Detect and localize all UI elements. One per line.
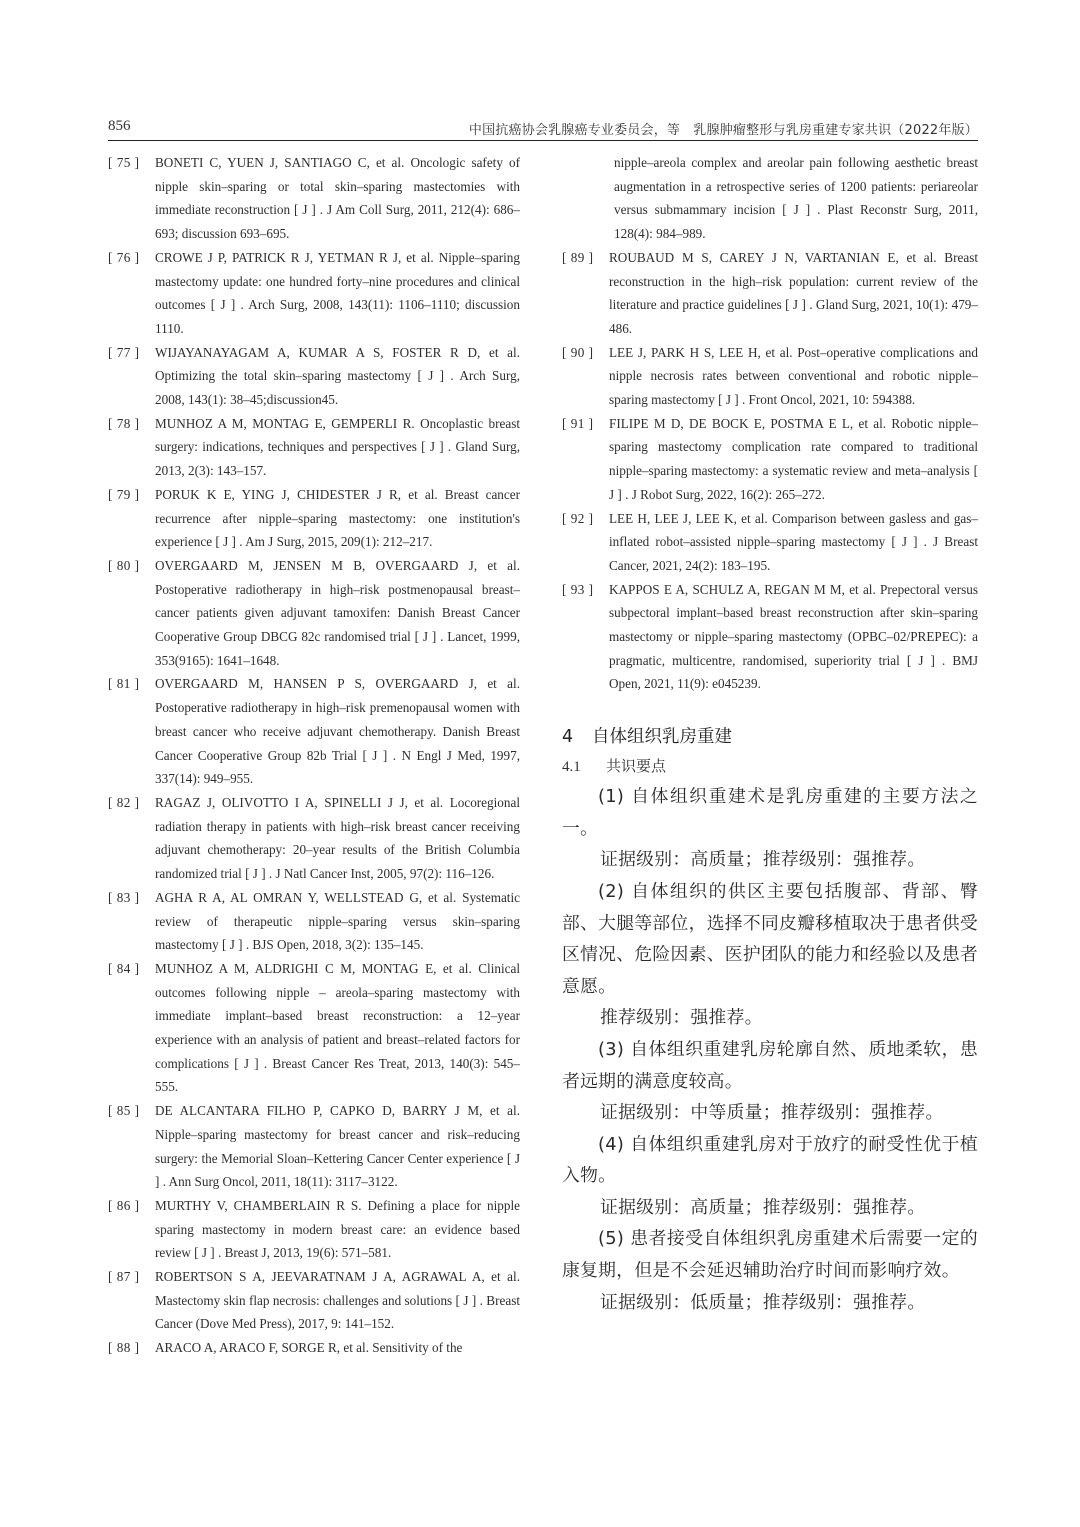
reference-item xyxy=(108,412,520,483)
consensus-point: (3) 自体组织重建乳房轮廓自然、质地柔软，患者远期的满意度较高。 xyxy=(562,1038,978,1092)
reference-item xyxy=(108,341,520,412)
reference-number: [ 83 ] xyxy=(108,889,140,905)
consensus-point: (5) 患者接受自体组织乳房重建术后需要一定的康复期，但是不会延迟辅助治疗时间而影响疗效。 xyxy=(562,1228,978,1282)
consensus-point: (2) 自体组织的供区主要包括腹部、背部、臀部、大腿等部位，选择不同皮瓣移植取决于患者供受区情况、危险因素、医护团队的能力和经验以及患者意愿。 xyxy=(562,880,978,997)
reference-text: PORUK K E, YING J, CHIDESTER J R, et al. Breast cancer recurrence after nipple–sparing mastectomy: one institution's experience [ J ] . Am J Surg, 2015, 209(1): 212–217. xyxy=(155,486,520,550)
reference-number: [ 93 ] xyxy=(562,581,594,597)
reference-item xyxy=(562,341,978,412)
reference-text: OVERGAARD M, JENSEN M B, OVERGAARD J, et al. Postoperative radiotherapy in high–risk postmenopausal breast–cancer patients given adjuvant tamoxifen: Danish Breast Cancer Cooperative Group DBCG 82c randomised trial [ J ] . Lancet, 1999, 353(9165): 1641–1648. xyxy=(155,557,520,668)
evidence-grade: 证据级别：中等质量；推荐级别：强推荐。 xyxy=(600,1102,944,1124)
reference-number: [ 90 ] xyxy=(562,344,594,360)
reference-number: [ 76 ] xyxy=(108,249,140,265)
right-column xyxy=(562,151,978,1318)
reference-text: AGHA R A, AL OMRAN Y, WELLSTEAD G, et al. Systematic review of therapeutic nipple–sparing versus skin–sparing mastectomy [ J ] . BJS Open, 2018, 3(2): 135–145. xyxy=(155,889,520,953)
consensus-point: (1) 自体组织重建术是乳房重建的主要方法之一。 xyxy=(562,786,978,839)
reference-item xyxy=(108,1336,520,1360)
running-title: 中国抗癌协会乳腺癌专业委员会，等 乳腺肿瘤整形与乳房重建专家共识（2022年版） xyxy=(468,123,978,138)
reference-item xyxy=(562,578,978,697)
reference-text: WIJAYANAYAGAM A, KUMAR A S, FOSTER R D, et al. Optimizing the total skin–sparing mastectomy [ J ] . Arch Surg, 2008, 143(1): 38–45;discussion45. xyxy=(155,344,520,408)
reference-number: [ 89 ] xyxy=(562,249,594,265)
reference-number: [ 75 ] xyxy=(108,155,140,170)
reference-number: [ 91 ] xyxy=(562,415,594,431)
reference-item xyxy=(562,412,978,507)
reference-item xyxy=(108,791,520,886)
reference-number: [ 82 ] xyxy=(108,794,140,810)
reference-text: DE ALCANTARA FILHO P, CAPKO D, BARRY J M, et al. Nipple–sparing mastectomy for breast cancer and risk–reducing surgery: the Memorial Sloan–Kettering Cancer Center experience [ J ] . Ann Surg Oncol, 2011, 18(11): 3117–3122. xyxy=(155,1103,520,1190)
reference-text: MUNHOZ A M, ALDRIGHI C M, MONTAG E, et al. Clinical outcomes following nipple – areola–sparing mastectomy with immediate implant–based breast reconstruction: a 12–year experience with an analysis of patient and breast–related factors for complications [ J ] . Breast Cancer Res Treat, 2013, 140(3): 545–555. xyxy=(155,960,520,1095)
consensus-point: (4) 自体组织重建乳房对于放疗的耐受性优于植入物。 xyxy=(562,1133,978,1187)
evidence-grade: 证据级别：高质量；推荐级别：强推荐。 xyxy=(600,849,926,871)
reference-number: [ 80 ] xyxy=(108,557,140,573)
reference-text: ROUBAUD M S, CAREY J N, VARTANIAN E, et al. Breast reconstruction in the high–risk population: current review of the literature and practice guidelines [ J ] . Gland Surg, 2021, 10(1): 479–486. xyxy=(609,249,978,336)
reference-number: [ 81 ] xyxy=(108,676,140,692)
reference-item xyxy=(108,886,520,957)
section-autologous-reconstruction xyxy=(562,722,978,1318)
reference-number: [ 87 ] xyxy=(108,1269,140,1285)
reference-item xyxy=(108,1265,520,1336)
section-number: 4 xyxy=(562,727,574,748)
reference-number: [ 86 ] xyxy=(108,1197,140,1213)
reference-item xyxy=(108,672,520,791)
reference-item xyxy=(108,1194,520,1265)
reference-item xyxy=(108,151,520,246)
reference-number: [ 79 ] xyxy=(108,486,140,502)
reference-text: nipple–areola complex and areolar pain following aesthetic breast augmentation in a retrospective series of 1200 patients: periareolar versus submammary incision [ J ] . Plast Reconstr Surg, 2011, 128(4): 984–989. xyxy=(614,155,978,242)
reference-text: LEE J, PARK H S, LEE H, et al. Post–operative complications and nipple necrosis rates between conventional and robotic nipple–sparing mastectomy [ J ] . Front Oncol, 2021, 10: 594388. xyxy=(609,344,978,408)
reference-text: MUNHOZ A M, MONTAG E, GEMPERLI R. Oncoplastic breast surgery: indications, techniques and perspectives [ J ] . Gland Surg, 2013, 2(3): 143–157. xyxy=(155,415,520,479)
reference-text: KAPPOS E A, SCHULZ A, REGAN M M, et al. Prepectoral versus subpectoral implant–based breast reconstruction after skin–sparing mastectomy or nipple–sparing mastectomy (OPBC–02/PREPEC): a pragmatic, multicentre, randomised, superiority trial [ J ] . BMJ Open, 2021, 11(9): e045239. xyxy=(609,581,978,692)
reference-text: ROBERTSON S A, JEEVARATNAM J A, AGRAWAL A, et al. Mastectomy skin flap necrosis: challenges and solutions [ J ] . Breast Cancer (Dove Med Press), 2017, 9: 141–152. xyxy=(155,1269,520,1332)
reference-text: OVERGAARD M, HANSEN P S, OVERGAARD J, et al. Postoperative radiotherapy in high–risk premenopausal women with breast cancer who receive adjuvant chemotherapy. Danish Breast Cancer Cooperative Group 82b Trial [ J ] . N Engl J Med, 1997, 337(14): 949–955. xyxy=(155,676,520,787)
reference-text: RAGAZ J, OLIVOTTO I A, SPINELLI J J, et al. Locoregional radiation therapy in patients with high–risk breast cancer receiving adjuvant chemotherapy: 20–year results of the British Columbia randomized trial [ J ] . J Natl Cancer Inst, 2005, 97(2): 116–126. xyxy=(155,794,520,882)
subsection-number: 4.1 xyxy=(562,759,581,776)
reference-text: ARACO A, ARACO F, SORGE R, et al. Sensitivity of the xyxy=(155,1340,463,1356)
reference-item xyxy=(562,246,978,341)
reference-number: [ 88 ] xyxy=(108,1340,140,1356)
evidence-grade: 推荐级别：强推荐。 xyxy=(600,1007,763,1029)
reference-text: CROWE J P, PATRICK R J, YETMAN R J, et al. Nipple–sparing mastectomy update: one hundred forty–nine procedures and clinical outcomes [ J ] . Arch Surg, 2008, 143(11): 1106–1110; discussion 1110. xyxy=(155,249,520,336)
reference-text: BONETI C, YUEN J, SANTIAGO C, et al. Oncologic safety of nipple skin–sparing or total skin–sparing mastectomies with immediate reconstruction [ J ] . J Am Coll Surg, 2011, 212(4): 686–693; discussion 693–695. xyxy=(155,155,520,242)
section-title: 自体组织乳房重建 xyxy=(592,727,732,748)
subsection-heading xyxy=(562,752,978,781)
evidence-grade: 证据级别：低质量；推荐级别：强推荐。 xyxy=(600,1291,926,1313)
reference-number: [ 84 ] xyxy=(108,960,140,976)
left-column xyxy=(108,151,520,1360)
reference-text: FILIPE M D, DE BOCK E, POSTMA E L, et al. Robotic nipple–sparing mastectomy complication rate compared to traditional nipple–sparing mastectomy: a systematic review and meta–analysis [ J ] . J Robot Surg, 2022, 16(2): 265–272. xyxy=(609,415,978,502)
reference-number: [ 92 ] xyxy=(562,510,594,526)
reference-item xyxy=(108,1099,520,1194)
reference-continuation xyxy=(562,151,978,246)
reference-item xyxy=(108,554,520,673)
reference-number: [ 78 ] xyxy=(108,415,140,431)
reference-number: [ 77 ] xyxy=(108,344,140,360)
reference-number: [ 85 ] xyxy=(108,1103,140,1119)
reference-text: LEE H, LEE J, LEE K, et al. Comparison between gasless and gas–inflated robot–assisted nipple–sparing mastectomy [ J ] . J Breast Cancer, 2021, 24(2): 183–195. xyxy=(609,510,978,573)
reference-item xyxy=(108,483,520,554)
page-number: 856 xyxy=(108,118,131,134)
section-heading xyxy=(562,722,978,752)
subsection-title: 共识要点 xyxy=(606,757,667,776)
reference-text: MURTHY V, CHAMBERLAIN R S. Defining a place for nipple sparing mastectomy in modern breast care: an evidence based review [ J ] . Breast J, 2013, 19(6): 571–581. xyxy=(155,1197,520,1261)
reference-item xyxy=(562,507,978,578)
reference-item xyxy=(108,957,520,1099)
reference-item xyxy=(108,246,520,341)
evidence-grade: 证据级别：高质量；推荐级别：强推荐。 xyxy=(600,1196,926,1218)
page-header xyxy=(108,116,978,141)
